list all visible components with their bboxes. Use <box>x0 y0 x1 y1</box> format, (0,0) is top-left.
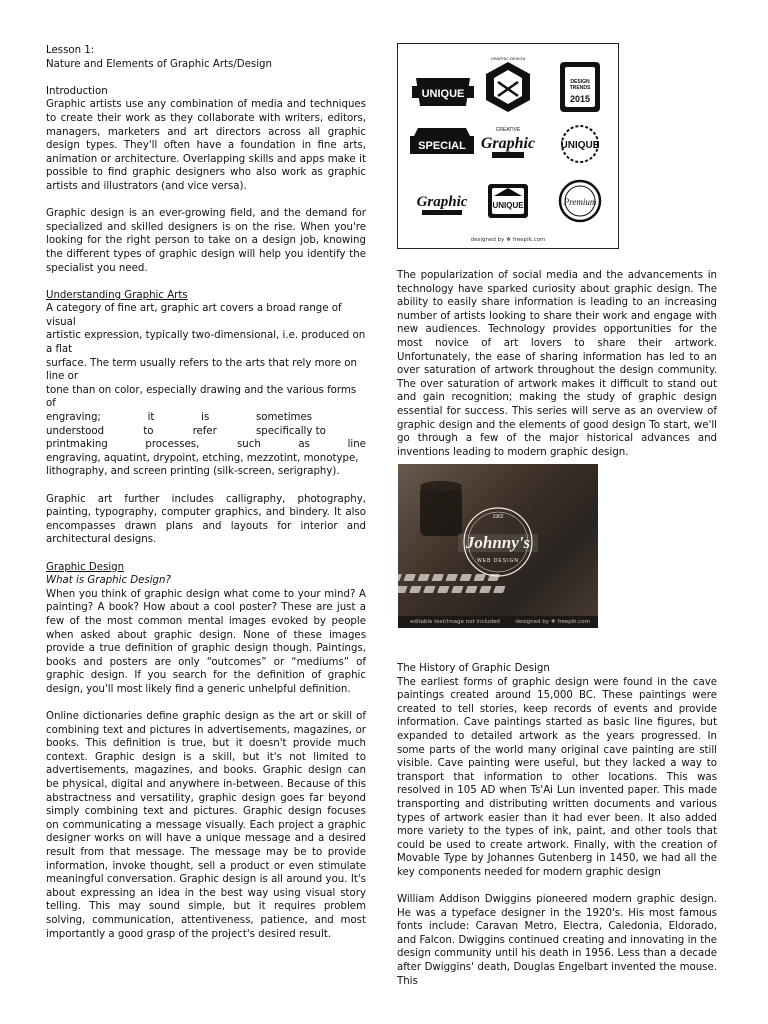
left-column <box>46 44 366 941</box>
badge-text: SPECIAL <box>418 140 466 152</box>
logo-badges-image <box>397 43 619 249</box>
arts-word: to <box>143 425 154 437</box>
svg-text:Graphic: Graphic <box>480 135 536 152</box>
design-heading: Graphic Design <box>46 561 125 573</box>
arts-spread-row <box>46 438 366 452</box>
arts-word: line <box>347 439 366 451</box>
arts-word: it <box>147 412 155 424</box>
photo-caption-text: editable text/image not included <box>410 619 500 625</box>
photo-credit: designed by ❖ freepik.com <box>515 619 590 625</box>
intro-heading: Introduction <box>46 85 108 97</box>
arts-line: A category of fine art, graphic art covers a broad range of visual <box>46 303 342 328</box>
badge-design-trends <box>560 62 600 112</box>
right-column-bottom <box>397 662 717 988</box>
arts-line: engraving, aquatint, drypoint, etching, mezzotint, monotype, <box>46 452 359 464</box>
arts-word: engraving; <box>46 412 101 424</box>
arts-word: understood <box>46 425 105 437</box>
arts-word: as <box>298 439 310 451</box>
design-paragraph-1: When you think of graphic design what come to your mind? A painting? A book? How about a cool poster? These are just a few of the most common mental images evoked by people when asked about graphic design. None of these images provide a true definition of graphic design though. Paintings, books and posters are only “outcomes” or “mediums” of graphic design. If you search for the definition of graphic design, you'll most likely find a generic unhelpful definition. <box>46 588 366 695</box>
badge-unique-1 <box>412 78 474 106</box>
photo-sub: WEB DESIGN <box>477 558 519 564</box>
johnnys-photo <box>398 464 598 628</box>
history-heading: The History of Graphic Design <box>397 663 550 674</box>
badge-creative-graphic <box>481 127 535 158</box>
photo-caption <box>398 616 598 628</box>
intro-paragraph-2: Graphic design is an ever-growing field, and the demand for specialized and skilled designers is on the rise. When you're looking for the right person to take on a design job, knowing the different types of graphic design will help you identify the specialist you need. <box>46 208 366 274</box>
photo-brand: Johnny's <box>465 533 531 552</box>
badge-premium <box>560 181 600 221</box>
right-column-top <box>397 269 717 459</box>
arts-line: lithography, and screen printing (silk-screen, serigraphy). <box>46 466 340 478</box>
badge-text: GRAPHIC DESIGN <box>490 56 526 61</box>
arts-line: tone than on color, especially drawing and the various forms of <box>46 384 357 410</box>
history-paragraph-2: William Addison Dwiggins pioneered modern graphic design. He was a typeface designer in the 1920's. His most famous fonts include: Caravan Metro, Electra, Caledonia, Eldorado, and Falcon. Dwiggins continued creating and innovating in the design community until his death in 1956. Less than a decade after Dwiggins' death, Douglas Engelbart invented the mouse. This <box>397 894 717 987</box>
design-paragraph-2: Online dictionaries define graphic design as the art or skill of combining text and pictures in advertisements, magazines, or books. This definition is true, but it doesn't provide much context. Graphic design is a skill, but it's not limited to advertisements, magazines, and books. Graphic design can be physical, digital and anywhere in-between. Because of this abstractness and versatility, graphic design goes far beyond simply combining text and pictures. Graphic design focuses on communicating a message visually. Each project a graphic designer works on will have a unique message and a desired result from that message. The message may be to provide information, invoke thought, sell a product or even stimulate meaningful conversation. Graphic design is all around you. It's about expressing an idea in the best way using visual story telling. This may sound simple, but it requires problem solving, communication, attentiveness, patience, and most importantly a good grasp of the project's desired result. <box>46 711 366 940</box>
arts-word: refer <box>192 425 217 437</box>
arts-spread-row <box>46 425 366 439</box>
arts-word: sometimes <box>255 412 313 424</box>
badge-text: UNIQUE <box>492 201 524 210</box>
arts-spread-row <box>46 411 366 425</box>
history-paragraph-1: The earliest forms of graphic design were found in the cave paintings created around 15,000 BC. These paintings were created to tell stories, keep records of events and provide information. Cave paintings started as basic line figures, but expanded to detailed artwork as the years progressed. In some parts of the world many original cave painting are still visible. Cave painting were useful, but they lacked a way to transport that information to other locations. This was resolved in 105 AD when Ts'Ai Lun invented paper. This made transporting and distributing written documents and various types of artwork easier than it had ever been. It also added more variety to the types of ink, paint, and other tools that could be used to create artwork. Finally, with the creation of Movable Type by Johannes Gutenberg in 1450, we had all the key components needed for modern graphic design <box>397 676 717 878</box>
popular-paragraph: The popularization of social media and the advancements in technology have sparked curiosity about graphic design. The ability to easily share information is leading to an increasing number of artists looking to share their work and engage with new audiences. Technology provides opportunities for the most novice of art lovers to share their artwork. Unfortunately, the ease of sharing information has led to an over saturation of artwork throughout the design community. The over saturation of artwork makes it difficult to stand out and gain recognition; making the study of graphic design essential for success. This series will serve as an overview of graphic design and the elements of good design To start, we'll go through a few of the major historical advances and inventions leading to modern graphic design. <box>397 270 717 458</box>
badge-unique-laurel <box>561 126 600 162</box>
arts-paragraph-2: Graphic art further includes calligraphy, photography, painting, typography, computer graphics, and bindery. It also encompasses drawn plans and layouts for interior and architectural designs. <box>46 493 366 546</box>
arts-word: processes, <box>145 439 200 451</box>
design-subheading: What is Graphic Design? <box>46 575 171 587</box>
photo-est: 1962 <box>492 514 504 520</box>
lesson-number: Lesson 1: <box>46 45 95 56</box>
arts-word: printmaking <box>46 439 108 451</box>
badge-text: UNIQUE <box>560 140 600 151</box>
badge-graphic-script <box>414 184 472 216</box>
logo-credit: designed by ❖ freepik.com <box>470 237 546 243</box>
badge-text: Graphic <box>416 194 468 210</box>
svg-text:DESIGN: DESIGN <box>570 79 590 85</box>
badge-special <box>410 128 474 154</box>
svg-text:2015: 2015 <box>569 94 591 104</box>
badge-graphic-design <box>486 56 530 112</box>
badge-unique-frame <box>488 184 528 218</box>
arts-word: such <box>236 439 261 451</box>
arts-line: artistic expression, typically two-dimensional, i.e. produced on a flat <box>46 330 366 356</box>
badge-grid-graphic <box>408 56 608 232</box>
svg-text:CREATIVE: CREATIVE <box>495 127 521 133</box>
svg-text:TRENDS: TRENDS <box>569 85 591 91</box>
intro-paragraph-1: Graphic artists use any combination of media and techniques to create their work as they collaborate with writers, editors, managers, marketers and art directors across all graphic design types. They'll often have a foundation in fine arts, animation or architecture. Overlapping skills and apps make it possible to find graphic designers who also work as graphic artists and illustrators (and vice versa). <box>46 99 366 192</box>
arts-heading: Understanding Graphic Arts <box>46 289 188 301</box>
badge-text: UNIQUE <box>421 88 465 100</box>
arts-word: specifically to <box>255 425 326 437</box>
photo-graphic <box>398 464 598 628</box>
arts-word: is <box>201 412 210 424</box>
arts-line: surface. The term usually refers to the arts that rely more on line or <box>46 357 357 383</box>
badge-text: Premium <box>563 197 597 207</box>
lesson-title: Nature and Elements of Graphic Arts/Design <box>46 58 272 70</box>
